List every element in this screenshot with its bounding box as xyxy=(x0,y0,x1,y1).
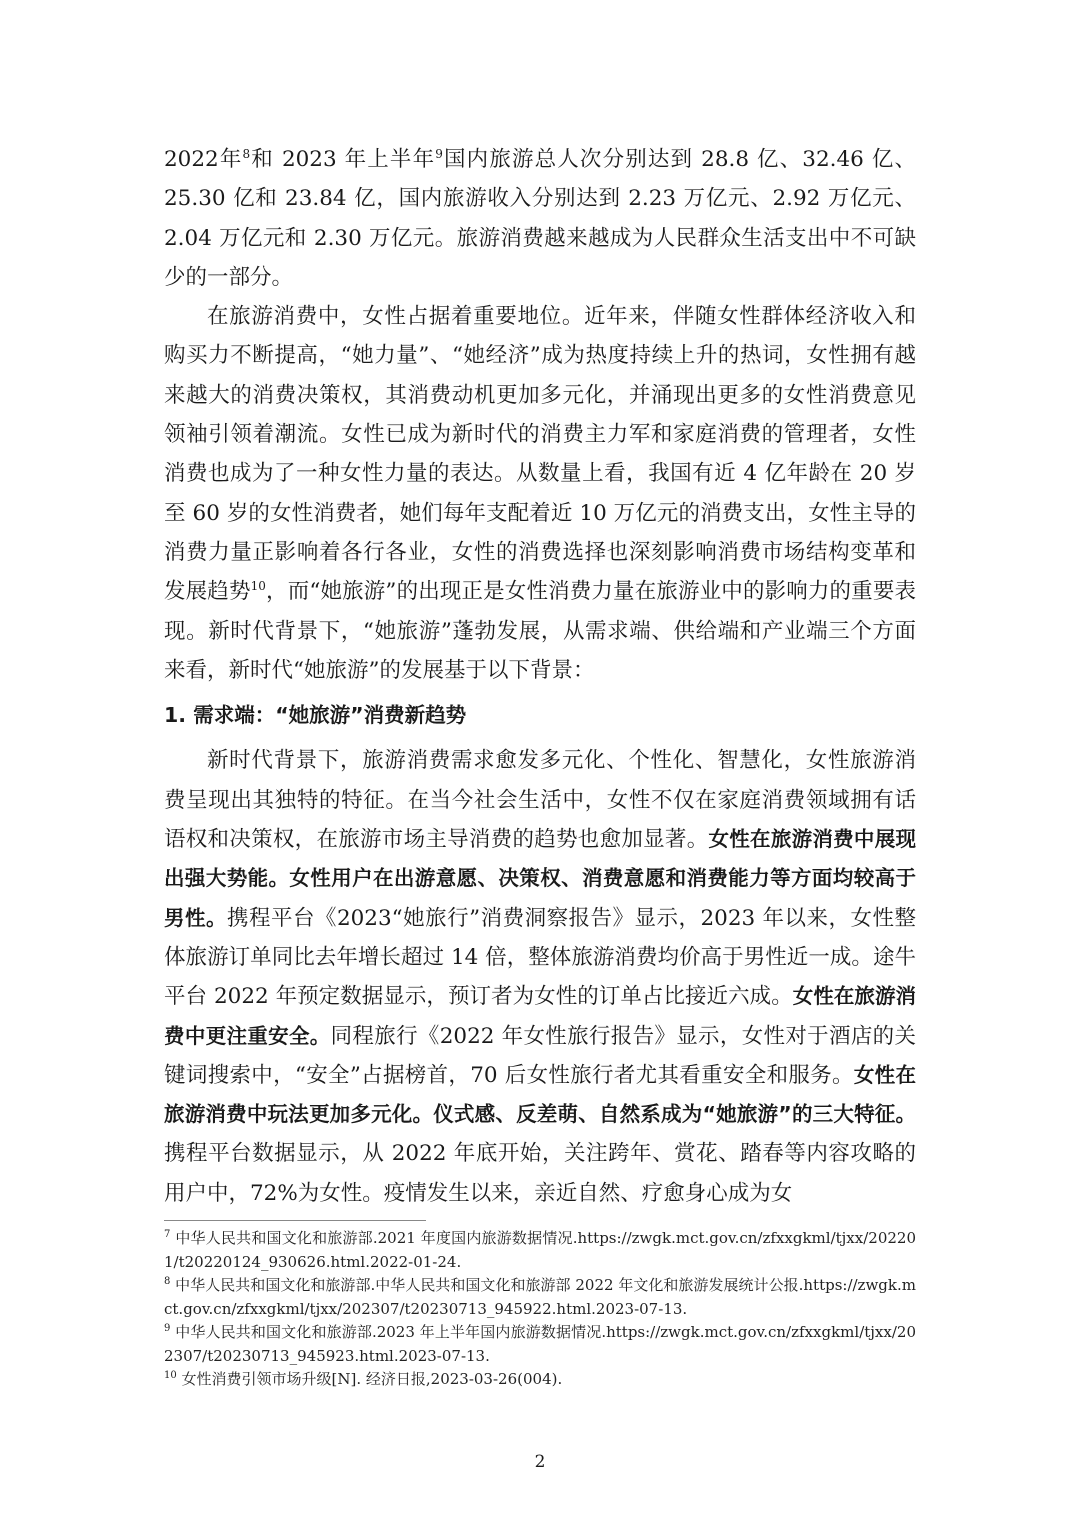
footnote-ref-10[interactable]: 10 xyxy=(250,579,266,594)
paragraph-3-text: 携程平台数据显示，从 2022 年底开始，关注跨年、赏花、踏春等内容攻略的用户中，72%为女性。疫情发生以来，亲近自然、疗愈身心成为女 xyxy=(164,1141,916,1206)
footnote-text: 女性消费引领市场升级[N]. 经济日报,2023-03-26(004). xyxy=(181,1370,563,1388)
paragraph-3-text: 新时代背景下，旅游消费需求愈发多元化、个性化、智慧化，女性旅游消费呈现出其独特的特征。在当今社会生活中，女性不仅在家庭消费领域拥有话语权和决策权，在旅游市场主导消费的趋势也愈加显著。 xyxy=(164,748,916,853)
footnote-ref-8[interactable]: 8 xyxy=(242,146,251,161)
footnote-number: 8 xyxy=(164,1276,171,1287)
paragraph-2-text: ，而“她旅游”的出现正是女性消费力量在旅游业中的影响力的重要表现。新时代背景下，“她旅游”蓬勃发展，从需求端、供给端和产业端三个方面来看，新时代“她旅游”的发展基于以下背景： xyxy=(164,579,916,683)
page-number: 2 xyxy=(534,1452,546,1472)
paragraph-1-text: 国内旅游总人次分别达到 28.8 亿、32.46 亿、25.30 亿和 23.84 亿，国内旅游收入分别达到 2.23 万亿元、2.92 万亿元、2.04 万亿元和 2.30 万亿元。旅游消费越来越成为人民群众生活支出中不可缺少的一部分。 xyxy=(164,147,916,290)
paragraph-2-text: 在旅游消费中，女性占据着重要地位。近年来，伴随女性群体经济收入和购买力不断提高，“她力量”、“她经济”成为热度持续上升的热词，女性拥有越来越大的消费决策权，其消费动机更加多元化，并涌现出更多的女性消费意见领袖引领着潮流。女性已成为新时代的消费主力军和家庭消费的管理者，女性消费也成为了一种女性力量的表达。从数量上看，我国有近 4 亿年龄在 20 岁至 60 岁的女性消费者，她们每年支配着近 10 万亿元的消费支出，女性主导的消费力量正影响着各行各业，女性的消费选择也深刻影响消费市场结构变革和发展趋势 xyxy=(164,304,916,605)
paragraph-3-bold: 女性在旅游消费中展现出强大势能。女性用户在出游意愿、决策权、消费意愿和消费能力等方面均较高于男性。 xyxy=(164,827,916,930)
paragraph-1-text: 和 2023 年上半年 xyxy=(250,147,436,172)
footnote-number: 9 xyxy=(164,1323,171,1334)
footnote-text: 中华人民共和国文化和旅游部.2021 年度国内旅游数据情况.https://zwgk.mct.gov.cn/zfxxgkml/tjxx/202201/t20220124_930626.html.2022-01-24. xyxy=(164,1229,916,1271)
footnote-8 xyxy=(164,1274,916,1321)
footnote-number: 10 xyxy=(164,1370,177,1381)
paragraph-3-bold: 女性在旅游消费中玩法更加多元化。仪式感、反差萌、自然系成为“她旅游”的三大特征。 xyxy=(164,1062,916,1127)
paragraph-3-text: 携程平台《2023“她旅行”消费洞察报告》显示，2023 年以来，女性整体旅游订单同比去年增长超过 14 倍，整体旅游消费均价高于男性近一成。途牛平台 2022 年预定数据显示，预订者为女性的订单占比接近六成。 xyxy=(164,905,916,1010)
paragraph-2 xyxy=(164,297,916,690)
section-heading: 1. 需求端：“她旅游”消费新趋势 xyxy=(164,703,467,728)
footnotes xyxy=(164,1220,916,1392)
paragraph-1-text: 2022年 xyxy=(164,147,243,172)
footnote-ref-9[interactable]: 9 xyxy=(435,146,443,161)
footnote-7 xyxy=(164,1227,916,1274)
footnote-text: 中华人民共和国文化和旅游部.中华人民共和国文化和旅游部 2022 年文化和旅游发展统计公报.https://zwgk.mct.gov.cn/zfxxgkml/tjxx/202307/t20230713_945922.html.2023-07-13. xyxy=(164,1276,916,1318)
document-body xyxy=(164,140,916,1213)
paragraph-3 xyxy=(164,741,916,1213)
paragraph-3-bold: 女性在旅游消费中更注重安全。 xyxy=(164,984,917,1048)
footnote-divider xyxy=(164,1220,426,1221)
footnote-10 xyxy=(164,1368,916,1392)
paragraph-3-text: 同程旅行《2022 年女性旅行报告》显示，女性对于酒店的关键词搜索中，“安全”占据榜首，70 后女性旅行者尤其看重安全和服务。 xyxy=(164,1023,916,1088)
footnote-text: 中华人民共和国文化和旅游部.2023 年上半年国内旅游数据情况.https://zwgk.mct.gov.cn/zfxxgkml/tjxx/202307/t20230713_945923.html.2023-07-13. xyxy=(164,1323,916,1365)
paragraph-1 xyxy=(164,140,916,297)
footnote-9 xyxy=(164,1321,916,1368)
footnote-number: 7 xyxy=(164,1229,171,1240)
